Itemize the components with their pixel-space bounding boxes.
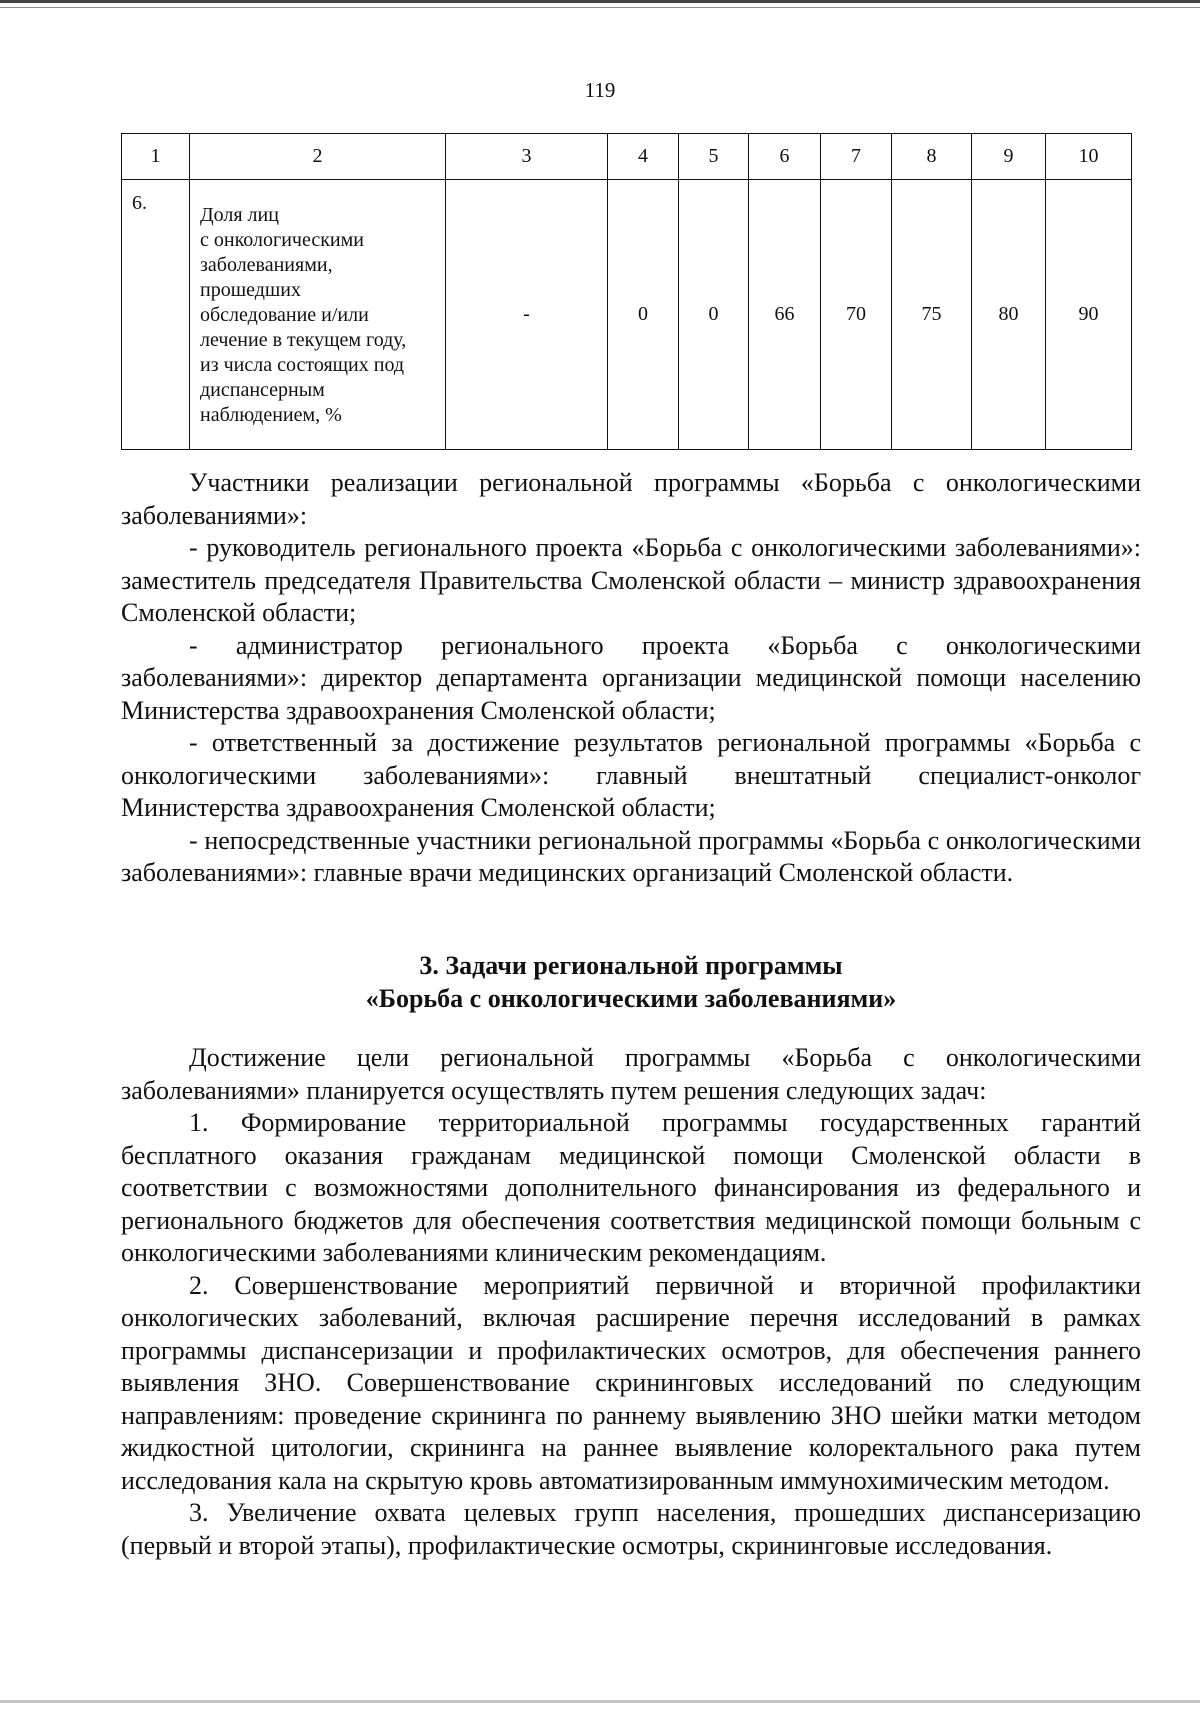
- section-heading-line: «Борьба с онкологическими заболеваниями»: [365, 984, 897, 1013]
- row-number: 6.: [122, 180, 190, 450]
- indicator-name-line: прошедших: [200, 279, 301, 301]
- paragraph: Участники реализации региональной программы «Борьба с онкологическими заболеваниями»:: [121, 468, 1141, 530]
- table-cell-value: -: [446, 180, 608, 450]
- table-cell-value: 80: [972, 180, 1046, 450]
- table-header-cell: 5: [679, 134, 749, 180]
- table-header-cell: 4: [608, 134, 679, 180]
- indicator-name-line: диспансерным: [200, 379, 325, 401]
- table-header-cell: 7: [821, 134, 892, 180]
- indicator-name-line: заболеваниями,: [200, 254, 333, 276]
- section-heading: [121, 949, 1141, 1015]
- indicator-name-line: наблюдением, %: [200, 404, 342, 426]
- table-header-cell: 6: [749, 134, 821, 180]
- table-header-cell: 8: [892, 134, 972, 180]
- table-header-cell: 3: [446, 134, 608, 180]
- table-header-cell: 10: [1046, 134, 1132, 180]
- table-row: [122, 180, 1132, 450]
- participants-section: [121, 467, 1141, 890]
- paragraph: 3. Увеличение охвата целевых групп населения, прошедших диспансеризацию (первый и второй этапы), профилактические осмотры, скрининговые исследования.: [121, 1498, 1141, 1560]
- page-number: 119: [584, 78, 616, 102]
- indicator-table: [121, 133, 1132, 450]
- table-cell-value: 0: [679, 180, 749, 450]
- scan-artifact-top-thin: [0, 7, 1200, 8]
- paragraph: 2. Совершенствование мероприятий первичной и вторичной профилактики онкологических заболеваний, включая расширение перечня исследований в рамках программы диспансеризации и профилактических осмотров, для обеспечения раннего выявления ЗНО. Совершенствование скрининговых исследований по следующим направлениям: проведение скрининга по раннему выявлению ЗНО шейки матки методом жидкостной цитологии, скрининга на раннее выявление колоректального рака путем исследования кала на скрытую кровь автоматизированным иммунохимическим методом.: [121, 1270, 1141, 1495]
- indicator-name-line: из числа состоящих под: [200, 354, 405, 376]
- indicator-name-line: с онкологическими: [200, 229, 364, 251]
- table-cell-value: 0: [608, 180, 679, 450]
- paragraph: Достижение цели региональной программы «Борьба с онкологическими заболеваниями» планируется осуществлять путем решения следующих задач:: [121, 1043, 1141, 1105]
- table-header-cell: 9: [972, 134, 1046, 180]
- indicator-name-line: лечение в текущем году,: [200, 329, 407, 351]
- scan-artifact-top: [0, 0, 1200, 3]
- table-header-cell: 1: [122, 134, 190, 180]
- paragraph: - ответственный за достижение результатов региональной программы «Борьба с онкологическими заболеваниями»: главный внештатный специалист-онколог Министерства здравоохранения Смоленской области;: [121, 728, 1141, 822]
- indicator-name-line: Доля лиц: [200, 204, 279, 226]
- table-cell-value: 70: [821, 180, 892, 450]
- table-header-row: [122, 134, 1132, 180]
- tasks-section: [121, 1042, 1141, 1562]
- indicator-name: [190, 180, 446, 450]
- table-cell-value: 75: [892, 180, 972, 450]
- section-heading-line: 3. Задачи региональной программы: [419, 951, 843, 980]
- paragraph: - непосредственные участники региональной программы «Борьба с онкологическими заболеваниями»: главные врачи медицинских организаций Смоленской области.: [121, 825, 1141, 887]
- paragraph: 1. Формирование территориальной программы государственных гарантий бесплатного оказания гражданам медицинской помощи Смоленской области в соответствии с возможностями дополнительного финансирования из федерального и регионального бюджетов для обеспечения соответствия медицинской помощи больным с онкологическими заболеваниями клиническим рекомендациям.: [121, 1108, 1141, 1267]
- indicator-name-line: обследование и/или: [200, 304, 369, 326]
- table-header-cell: 2: [190, 134, 446, 180]
- table-cell-value: 90: [1046, 180, 1132, 450]
- table-cell-value: 66: [749, 180, 821, 450]
- paragraph: - руководитель регионального проекта «Борьба с онкологическими заболеваниями»: заместитель председателя Правительства Смоленской области – министр здравоохранения Смоленской области;: [121, 533, 1141, 627]
- paragraph: - администратор регионального проекта «Борьба с онкологическими заболеваниями»: директор департамента организации медицинской помощи населению Министерства здравоохранения Смоленской области;: [121, 630, 1141, 725]
- scan-artifact-bottom: [0, 1700, 1200, 1703]
